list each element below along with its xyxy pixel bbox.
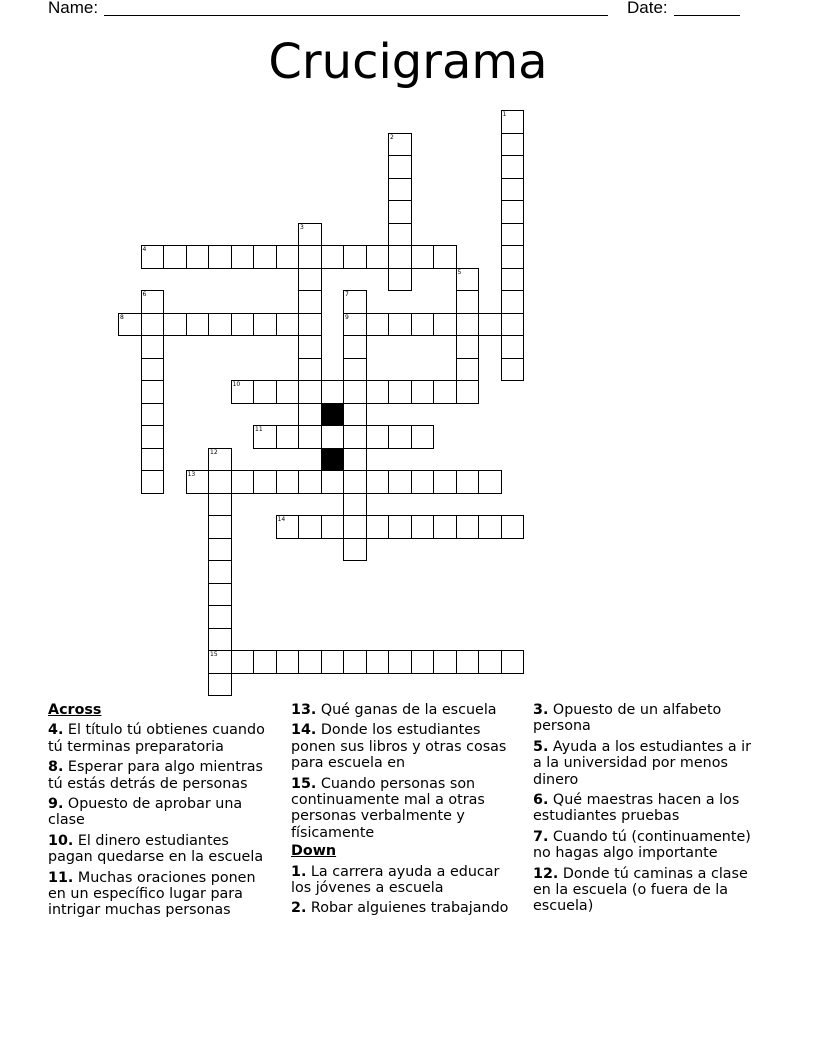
clue-number: 5. — [533, 738, 549, 755]
clue-number: 15. — [291, 775, 317, 792]
grid-cell[interactable] — [478, 515, 502, 539]
grid-cell[interactable] — [118, 313, 142, 337]
cell-number: 3 — [300, 223, 304, 231]
cell-number: 11 — [255, 426, 263, 433]
grid-cell[interactable] — [208, 673, 232, 697]
cell-number: 6 — [142, 291, 147, 298]
clue-text: El título tú obtienes cuando tú terminas preparatoria — [48, 722, 265, 755]
clue-text: Donde los estudiantes ponen sus libros y otras cosas para escuela en — [291, 722, 507, 772]
clue-number: 4. — [48, 722, 64, 739]
clue-text: Esperar para algo mientras tú estás detrás de personas — [48, 759, 263, 792]
cell-number: 13 — [187, 471, 196, 478]
grid-cell[interactable] — [478, 470, 502, 494]
grid-cell[interactable] — [501, 515, 525, 539]
grid-cell[interactable] — [366, 245, 390, 269]
grid-cell[interactable] — [298, 515, 322, 539]
grid-cell[interactable] — [433, 245, 457, 269]
grid-cell[interactable] — [276, 425, 300, 449]
clue-text: El dinero estudiantes pagan quedarse en la escuela — [48, 832, 264, 866]
grid-cell[interactable] — [208, 538, 232, 562]
clue-list-col2-down — [291, 864, 516, 917]
grid-cell[interactable] — [388, 650, 412, 674]
clue-list-col3 — [533, 702, 758, 915]
grid-cell[interactable] — [433, 650, 457, 674]
grid-cell[interactable] — [321, 650, 345, 674]
clue-item — [291, 702, 516, 718]
clue-item — [291, 864, 516, 897]
clue-number: 1. — [291, 863, 307, 880]
clue-number: 14. — [291, 722, 317, 739]
clue-item — [533, 829, 758, 862]
grid-cell[interactable] — [366, 425, 390, 449]
grid-cell[interactable] — [208, 515, 232, 539]
grid-cell[interactable] — [298, 358, 322, 382]
black-cell — [321, 448, 345, 472]
grid-cell[interactable] — [343, 358, 367, 382]
grid-cell[interactable] — [388, 178, 412, 202]
cell-number: 9 — [345, 313, 349, 321]
clue-item — [48, 796, 273, 829]
grid-cell[interactable] — [253, 245, 277, 269]
grid-cell[interactable] — [501, 200, 525, 224]
clue-text: Qué maestras hacen a los estudiantes pruebas — [533, 792, 740, 825]
clue-item — [48, 722, 273, 755]
grid-cell[interactable] — [343, 380, 367, 404]
grid-cell[interactable] — [366, 470, 390, 494]
grid-cell[interactable] — [501, 358, 525, 382]
page-title: Crucigrama — [268, 34, 548, 90]
grid-cell[interactable] — [321, 515, 345, 539]
grid-cell[interactable] — [298, 290, 322, 314]
name-label: Name: — [48, 0, 99, 17]
clue-number: 13. — [291, 702, 317, 718]
clue-number: 9. — [48, 796, 64, 813]
grid-cell[interactable] — [478, 313, 502, 337]
cell-number: 14 — [277, 516, 286, 523]
grid-cell[interactable] — [141, 358, 165, 382]
clue-number: 10. — [48, 832, 74, 849]
grid-cell[interactable] — [501, 155, 525, 179]
clue-item — [48, 759, 273, 792]
grid-cell[interactable] — [411, 313, 435, 337]
grid-cell[interactable] — [433, 515, 457, 539]
grid-cell[interactable] — [343, 403, 367, 427]
grid-cell[interactable] — [343, 313, 367, 337]
grid-cell[interactable] — [501, 650, 525, 674]
grid-cell[interactable] — [321, 425, 345, 449]
grid-cell[interactable] — [343, 425, 367, 449]
grid-cell[interactable] — [343, 470, 367, 494]
grid-cell[interactable] — [141, 290, 165, 314]
clue-item — [291, 722, 516, 771]
cell-number: 12 — [210, 448, 218, 456]
grid-cell[interactable] — [456, 268, 480, 292]
grid-cell[interactable] — [208, 493, 232, 517]
grid-cell[interactable] — [321, 470, 345, 494]
grid-cell[interactable] — [366, 313, 390, 337]
grid-cell[interactable] — [253, 470, 277, 494]
clue-text: Cuando tú (continuamente) no hagas algo importante — [533, 828, 751, 862]
grid-cell[interactable] — [276, 470, 300, 494]
grid-cell[interactable] — [433, 470, 457, 494]
grid-cell[interactable] — [388, 313, 412, 337]
grid-cell[interactable] — [433, 313, 457, 337]
clue-number: 3. — [533, 702, 549, 718]
grid-cell[interactable] — [276, 380, 300, 404]
grid-cell[interactable] — [321, 245, 345, 269]
clue-text: Opuesto de aprobar una clase — [48, 796, 243, 829]
grid-cell[interactable] — [141, 380, 165, 404]
clue-list-col1 — [48, 722, 273, 918]
clue-number: 2. — [291, 900, 307, 917]
grid-cell[interactable] — [388, 380, 412, 404]
grid-cell[interactable] — [298, 403, 322, 427]
grid-cell[interactable] — [276, 245, 300, 269]
grid-cell[interactable] — [388, 425, 412, 449]
grid-cell[interactable] — [163, 245, 187, 269]
grid-cell[interactable] — [388, 223, 412, 247]
clue-text: Qué ganas de la escuela — [316, 702, 497, 718]
clue-text: Robar alguienes trabajando — [306, 900, 509, 917]
grid-cell[interactable] — [298, 313, 322, 337]
grid-cell[interactable] — [411, 425, 435, 449]
clue-number: 7. — [533, 828, 549, 845]
grid-cell[interactable] — [456, 380, 480, 404]
grid-cell[interactable] — [141, 403, 165, 427]
grid-cell[interactable] — [141, 448, 165, 472]
grid-cell[interactable] — [298, 268, 322, 292]
grid-cell[interactable] — [253, 380, 277, 404]
cell-number: 1 — [502, 111, 507, 118]
grid-cell[interactable] — [298, 380, 322, 404]
grid-cell[interactable] — [343, 290, 367, 314]
grid-cell[interactable] — [231, 313, 255, 337]
cell-number: 2 — [390, 133, 394, 141]
grid-cell[interactable] — [501, 223, 525, 247]
grid-cell[interactable] — [208, 448, 232, 472]
grid-cell[interactable] — [141, 335, 165, 359]
grid-cell[interactable] — [343, 335, 367, 359]
grid-cell[interactable] — [501, 290, 525, 314]
cell-number: 15 — [210, 651, 218, 658]
grid-cell[interactable] — [388, 133, 412, 157]
grid-cell[interactable] — [186, 245, 210, 269]
grid-cell[interactable] — [208, 313, 232, 337]
grid-cell[interactable] — [501, 178, 525, 202]
grid-cell[interactable] — [411, 470, 435, 494]
grid-cell[interactable] — [321, 380, 345, 404]
clue-text: Muchas oraciones ponen en un específico lugar para intrigar muchas personas — [48, 869, 256, 919]
grid-cell[interactable] — [208, 583, 232, 607]
grid-cell[interactable] — [141, 470, 165, 494]
grid-cell[interactable] — [478, 650, 502, 674]
grid-cell[interactable] — [298, 470, 322, 494]
grid-cell[interactable] — [456, 515, 480, 539]
grid-cell[interactable] — [343, 245, 367, 269]
clue-text: Donde tú caminas a clase en la escuela (o fuera de la escuela) — [533, 865, 748, 915]
grid-cell[interactable] — [433, 380, 457, 404]
clue-item — [48, 870, 273, 919]
grid-cell[interactable] — [388, 245, 412, 269]
clue-text: Opuesto de un alfabeto persona — [533, 702, 722, 735]
grid-cell[interactable] — [141, 245, 165, 269]
grid-cell[interactable] — [253, 650, 277, 674]
clue-item — [291, 900, 516, 916]
grid-cell[interactable] — [501, 133, 525, 157]
clues-column-1 — [48, 702, 273, 923]
grid-cell[interactable] — [186, 470, 210, 494]
grid-cell[interactable] — [253, 313, 277, 337]
cell-number: 5 — [457, 268, 462, 276]
grid-cell[interactable] — [298, 245, 322, 269]
clues-column-3 — [533, 702, 758, 919]
grid-cell[interactable] — [298, 425, 322, 449]
grid-cell[interactable] — [501, 313, 525, 337]
grid-cell[interactable] — [276, 650, 300, 674]
grid-cell[interactable] — [276, 515, 300, 539]
grid-cell[interactable] — [456, 650, 480, 674]
grid-cell[interactable] — [366, 380, 390, 404]
date-line[interactable] — [674, 15, 740, 16]
clue-item — [48, 833, 273, 866]
grid-cell[interactable] — [501, 335, 525, 359]
grid-cell[interactable] — [456, 335, 480, 359]
grid-cell[interactable] — [456, 290, 480, 314]
page-header — [0, 0, 816, 20]
grid-cell[interactable] — [343, 493, 367, 517]
grid-cell[interactable] — [411, 515, 435, 539]
grid-cell[interactable] — [141, 425, 165, 449]
clue-list-col2-across — [291, 702, 516, 841]
grid-cell[interactable] — [186, 313, 210, 337]
clue-number: 8. — [48, 759, 64, 776]
grid-cell[interactable] — [366, 650, 390, 674]
grid-cell[interactable] — [276, 313, 300, 337]
grid-cell[interactable] — [501, 245, 525, 269]
grid-cell[interactable] — [366, 515, 390, 539]
grid-cell[interactable] — [298, 650, 322, 674]
grid-cell[interactable] — [456, 358, 480, 382]
grid-cell[interactable] — [343, 538, 367, 562]
grid-cell[interactable] — [456, 313, 480, 337]
grid-cell[interactable] — [343, 650, 367, 674]
grid-cell[interactable] — [208, 470, 232, 494]
grid-cell[interactable] — [298, 335, 322, 359]
clue-text: Ayuda a los estudiantes a ir a la universidad por menos dinero — [533, 738, 751, 788]
grid-cell[interactable] — [141, 313, 165, 337]
down-heading: Down — [291, 843, 337, 860]
clue-number: 6. — [533, 792, 549, 809]
grid-cell[interactable] — [231, 245, 255, 269]
clue-number: 12. — [533, 865, 559, 882]
grid-cell[interactable] — [253, 425, 277, 449]
clue-item — [533, 792, 758, 825]
clue-item — [533, 739, 758, 788]
cell-number: 4 — [142, 246, 147, 253]
grid-cell[interactable] — [208, 560, 232, 584]
cell-number: 7 — [345, 291, 349, 298]
name-line[interactable] — [104, 15, 608, 16]
grid-cell[interactable] — [501, 268, 525, 292]
grid-cell[interactable] — [298, 223, 322, 247]
clues-column-2 — [291, 702, 516, 921]
grid-cell[interactable] — [343, 515, 367, 539]
clue-item — [533, 866, 758, 915]
grid-cell[interactable] — [231, 380, 255, 404]
grid-cell[interactable] — [456, 470, 480, 494]
grid-cell[interactable] — [208, 245, 232, 269]
grid-cell[interactable] — [343, 448, 367, 472]
grid-cell[interactable] — [411, 380, 435, 404]
grid-cell[interactable] — [388, 155, 412, 179]
across-heading: Across — [48, 702, 102, 718]
clue-text: Cuando personas son continuamente mal a otras personas verbalmente y físicamente — [291, 775, 485, 841]
grid-cell[interactable] — [208, 650, 232, 674]
clue-item — [533, 702, 758, 735]
grid-cell[interactable] — [231, 470, 255, 494]
grid-cell[interactable] — [501, 110, 525, 134]
grid-cell[interactable] — [388, 470, 412, 494]
black-cell — [321, 403, 345, 427]
grid-cell[interactable] — [388, 200, 412, 224]
grid-cell[interactable] — [231, 650, 255, 674]
grid-cell[interactable] — [388, 268, 412, 292]
clue-number: 11. — [48, 869, 74, 886]
cell-number: 8 — [120, 313, 124, 321]
grid-cell[interactable] — [411, 650, 435, 674]
clue-text: La carrera ayuda a educar los jóvenes a escuela — [291, 863, 500, 897]
grid-cell[interactable] — [388, 515, 412, 539]
date-label: Date: — [627, 0, 668, 17]
grid-cell[interactable] — [208, 605, 232, 629]
grid-cell[interactable] — [411, 245, 435, 269]
grid-cell[interactable] — [208, 628, 232, 652]
grid-cell[interactable] — [163, 313, 187, 337]
cell-number: 10 — [232, 381, 241, 388]
clue-item — [291, 776, 516, 842]
